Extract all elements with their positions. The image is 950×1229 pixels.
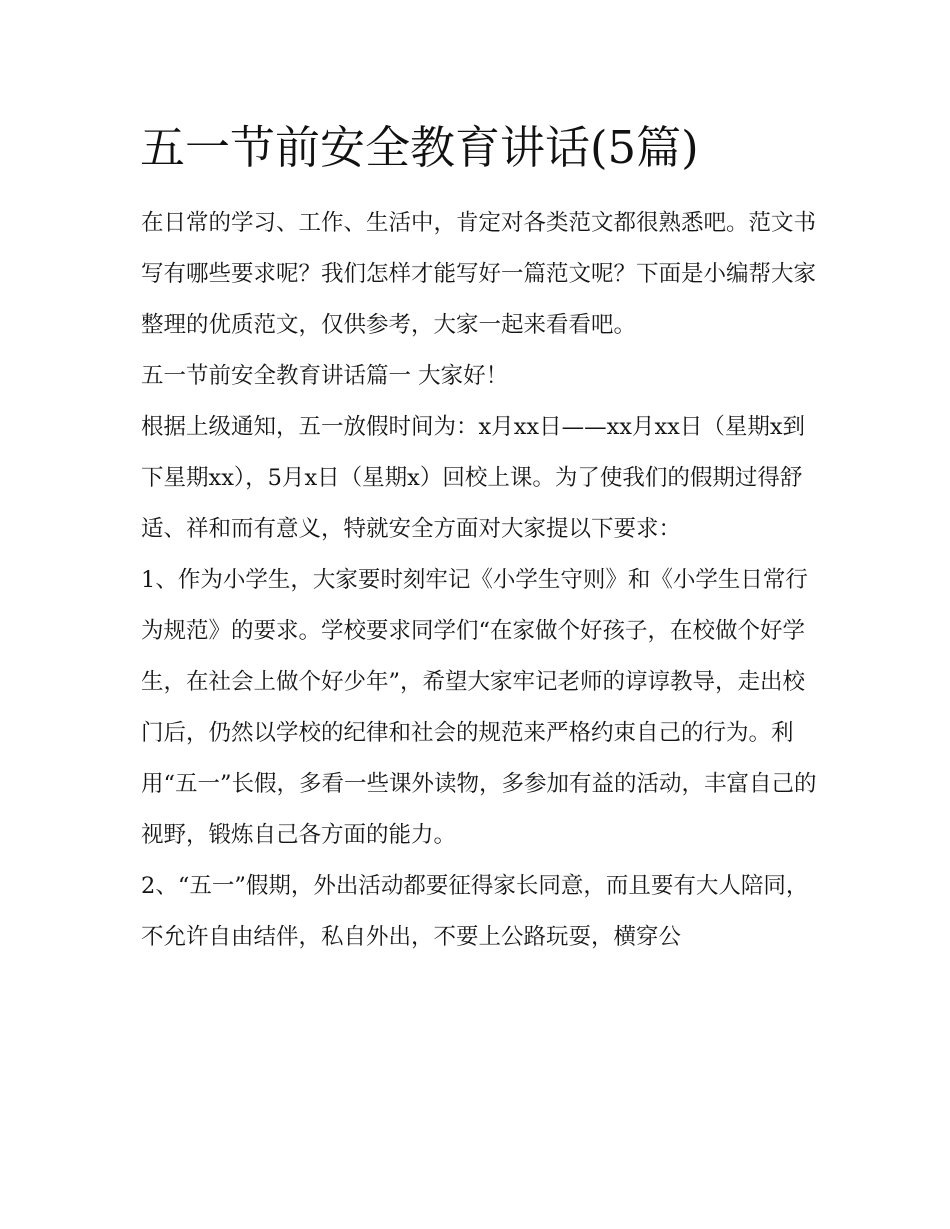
section-heading-paragraph: 五一节前安全教育讲话篇一 大家好！ bbox=[141, 363, 509, 389]
requirement-1-paragraph: 1、作为小学生，大家要时刻牢记《小学生守则》和《小学生日常行为规范》的要求。学校要求同学们“在家做个好孩子，在校做个好学生，在社会上做个好少年”，希望大家牢记老师的谆谆教导，走出校门后，仍然以学校的纪律和社会的规范来严格约束自己的行为。利用“五一”长假，多看一些课外读物，多参加有益的活动，丰富自己的视野，锻炼自己各方面的能力。 bbox=[141, 567, 817, 848]
requirement-2-paragraph: 2、“五一”假期，外出活动都要征得家长同意，而且要有大人陪同，不允许自由结伴，私自外出，不要上公路玩耍，横穿公 bbox=[141, 873, 809, 950]
holiday-notice-paragraph: 根据上级通知，五一放假时间为：x月xx日——xx月xx日（星期x到下星期xx），5月x日（星期x）回校上课。为了使我们的假期过得舒适、祥和而有意义，特就安全方面对大家提以下要求： bbox=[141, 414, 806, 542]
intro-paragraph: 在日常的学习、工作、生活中，肯定对各类范文都很熟悉吧。范文书写有哪些要求呢？我们怎样才能写好一篇范文呢？下面是小编帮大家整理的优质范文，仅供参考，大家一起来看看吧。 bbox=[141, 210, 817, 338]
document-body bbox=[141, 198, 821, 963]
document-title: 五一节前安全教育讲话(5篇) bbox=[140, 121, 699, 174]
